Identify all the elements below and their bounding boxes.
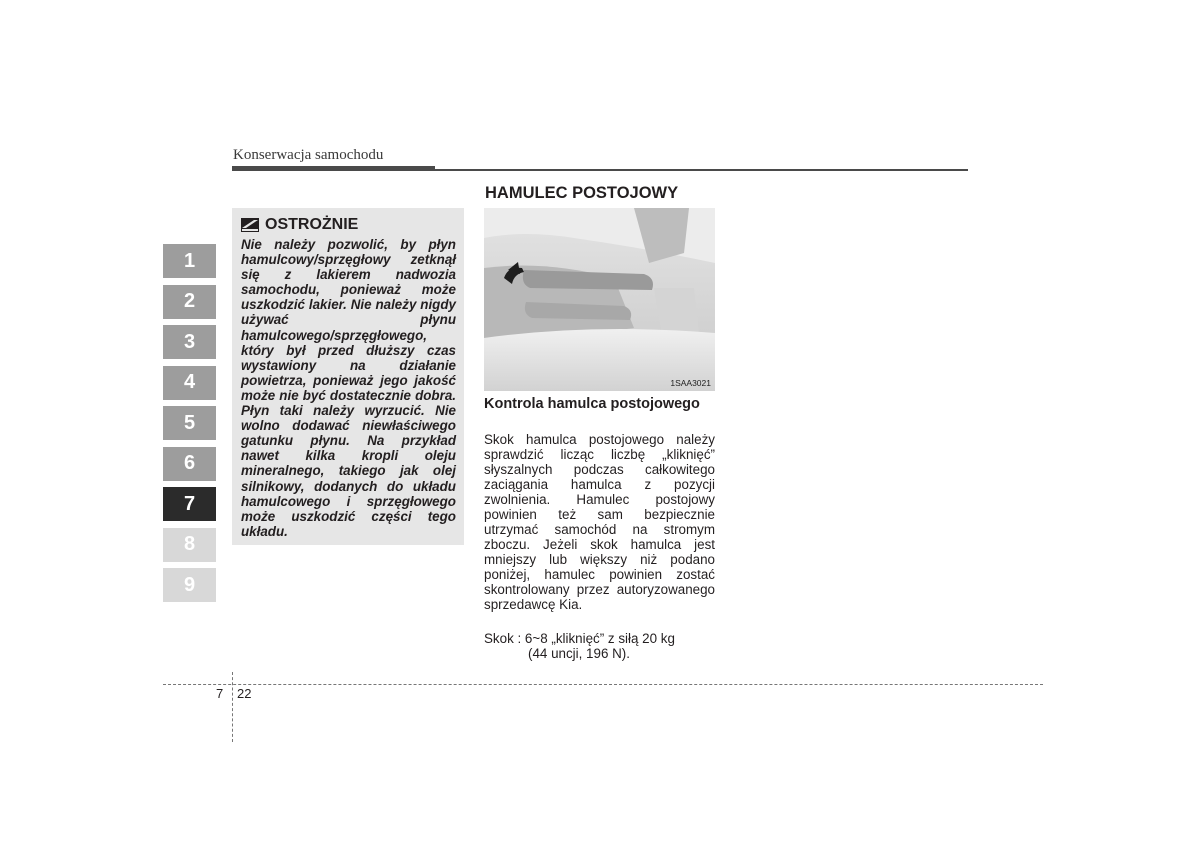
figure-code: 1SAA3021	[670, 378, 711, 388]
chapter-tab-1[interactable]: 1	[163, 244, 216, 278]
header-rule-thick	[232, 166, 435, 171]
subsection-title: Kontrola hamulca postojowego	[484, 396, 700, 412]
chapter-tabs	[163, 244, 216, 609]
caution-box	[232, 208, 464, 545]
page-chapter-number: 7	[216, 686, 224, 701]
chapter-tab-8[interactable]: 8	[163, 528, 216, 562]
footer-divider	[232, 672, 233, 742]
chapter-tab-9[interactable]: 9	[163, 568, 216, 602]
caution-heading: OSTROŻNIE	[265, 216, 359, 233]
footer-rule	[163, 684, 1043, 685]
parking-brake-illustration	[484, 208, 715, 391]
body-text: Skok hamulca postojowego należy sprawdzić licząc liczbę „kliknięć” słyszalnych podczas całkowitego zaciągania hamulca z pozycji zwolnienia. Hamulec postojowy powinien też sam bezpiecznie utrzymać samochód na stromym zboczu. Jeżeli skok hamulca jest mniejszy lub większy niż podano poniżej, hamulec powinien zostać skontrolowany przez autoryzowanego sprzedawcę Kia.	[484, 432, 715, 612]
header-rule-thin	[435, 169, 968, 171]
parking-brake-figure	[484, 208, 715, 391]
chapter-tab-7[interactable]: 7	[163, 487, 216, 521]
chapter-tab-6[interactable]: 6	[163, 447, 216, 481]
chapter-tab-4[interactable]: 4	[163, 366, 216, 400]
caution-heading-row	[241, 216, 456, 234]
chapter-tab-5[interactable]: 5	[163, 406, 216, 440]
page-number: 22	[237, 686, 252, 701]
spec-line-2: (44 uncji, 196 N).	[528, 646, 630, 661]
section-title: HAMULEC POSTOJOWY	[485, 184, 679, 202]
chapter-tab-2[interactable]: 2	[163, 285, 216, 319]
page-header-title: Konserwacja samochodu	[233, 147, 384, 163]
caution-icon	[241, 218, 259, 232]
chapter-tab-3[interactable]: 3	[163, 325, 216, 359]
caution-text: Nie należy pozwolić, by płyn hamulcowy/sprzęgłowy zetknął się z lakierem nadwozia samochodu, ponieważ może uszkodzić lakier. Nie należy nigdy używać płynu hamulcowego/sprzęgłowego, który był przed dłuższy czas wystawiony na działanie powietrza, ponieważ jego jakość może nie być dostatecznie dobra. Płyn taki należy wyrzucić. Nie wolno dodawać niewłaściwego gatunku płynu. Na przykład nawet kilka kropli oleju mineralnego, takiego jak olej silnikowy, dodanych do układu hamulcowego i sprzęgłowego może uszkodzić części tego układu.	[241, 237, 456, 539]
spec-line-1: Skok : 6~8 „kliknięć” z siłą 20 kg	[484, 631, 675, 646]
